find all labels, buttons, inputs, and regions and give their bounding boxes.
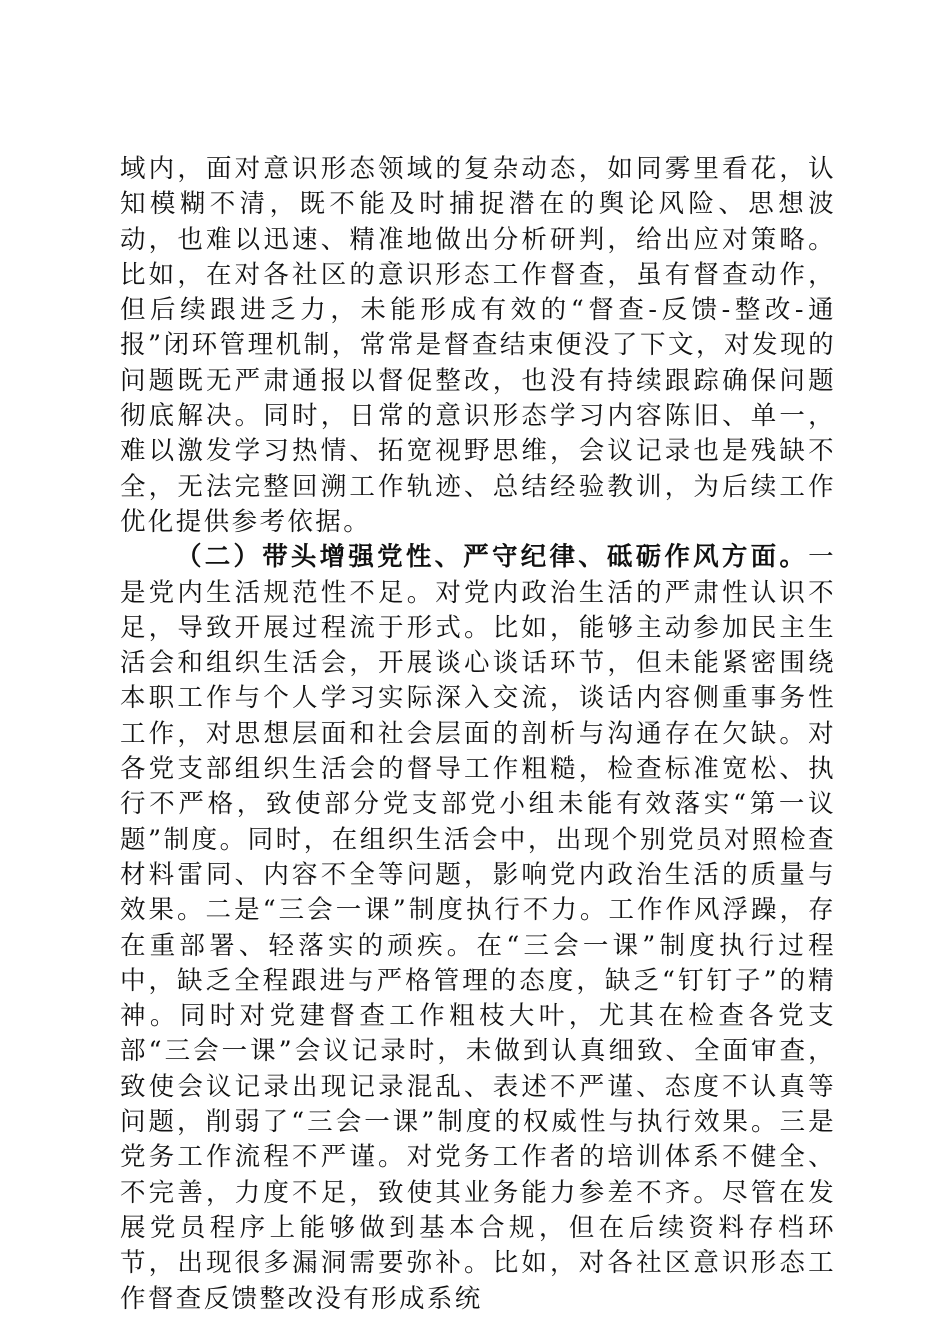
section-body: 一是党内生活规范性不足。对党内政治生活的严肃性认识不足，导致开展过程流于形式。比如，能够主动参加民主生活会和组织生活会，开展谈心谈话环节，但未能紧密围绕本职工作与个人学习实际深入交流，谈话内容侧重事务性工作，对思想层面和社会层面的剖析与沟通存在欠缺。对各党支部组织生活会的督导工作粗糙，检查标准宽松、执行不严格，致使部分党支部党小组未能有效落实“第一议题”制度。同时，在组织生活会中，出现个别党员对照检查材料雷同、内容不全等问题，影响党内政治生活的质量与效果。二是“三会一课”制度执行不力。工作作风浮躁，存在重部署、轻落实的顽疾。在“三会一课”制度执行过程中，缺乏全程跟进与严格管理的态度，缺乏“钉钉子”的精神。同时对党建督查工作粗枝大叶，尤其在检查各党支部“三会一课”会议记录时，未做到认真细致、全面审查，致使会议记录出现记录混乱、表述不严谨、态度不认真等问题，削弱了“三会一课”制度的权威性与执行效果。三是党务工作流程不严谨。对党务工作者的培训体系不健全、不完善，力度不足，致使其业务能力参差不齐。尽管在发展党员程序上能够做到基本合规，但在后续资料存档环节，出现很多漏洞需要弥补。比如，对各社区意识形态工作督查反馈整改没有形成系统	[120, 542, 836, 1314]
paragraph-section-two	[120, 540, 836, 1317]
section-heading: （二）带头增强党性、严守纪律、砥砺作风方面。	[176, 542, 809, 573]
paragraph-continued: 域内，面对意识形态领域的复杂动态，如同雾里看花，认知模糊不清，既不能及时捕捉潜在的舆论风险、思想波动，也难以迅速、精准地做出分析研判，给出应对策略。比如，在对各社区的意识形态工作督查，虽有督查动作，但后续跟进乏力，未能形成有效的“督查-反馈-整改-通报”闭环管理机制，常常是督查结束便没了下文，对发现的问题既无严肃通报以督促整改，也没有持续跟踪确保问题彻底解决。同时，日常的意识形态学习内容陈旧、单一，难以激发学习热情、拓宽视野思维，会议记录也是残缺不全，无法完整回溯工作轨迹、总结经验教训，为后续工作优化提供参考依据。	[120, 154, 836, 537]
document-body	[120, 152, 836, 1317]
